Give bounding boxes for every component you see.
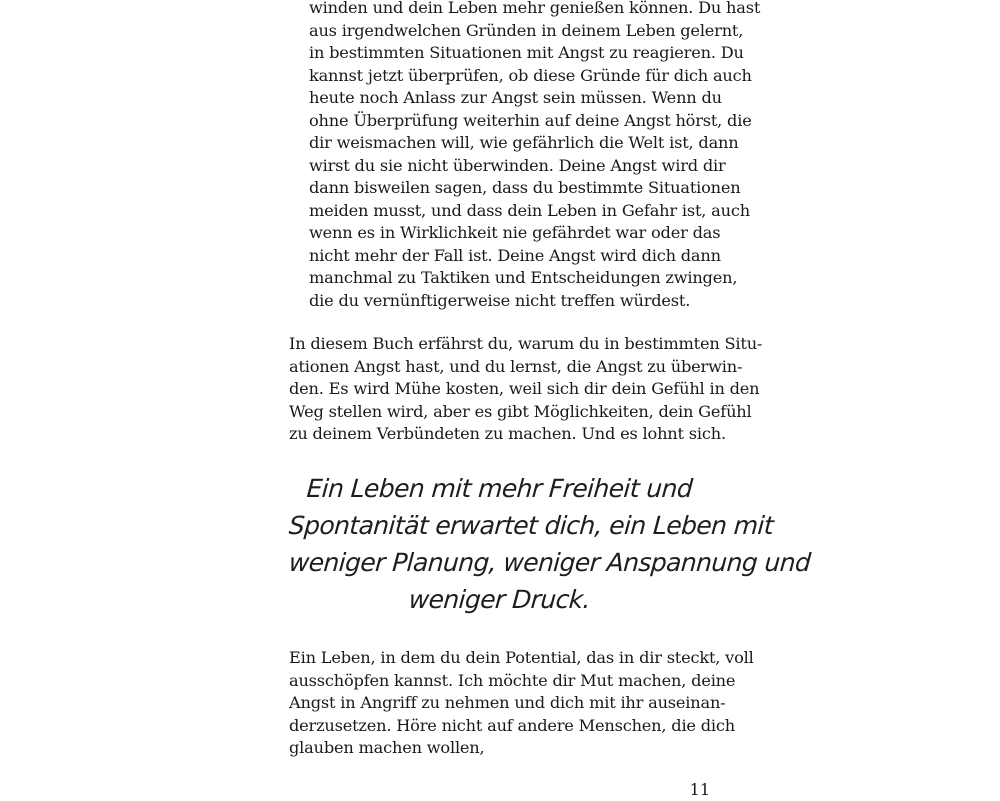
text-line: die du vernünftigerweise nicht treffen würdest. [309, 290, 691, 310]
text-line: nicht mehr der Fall ist. Deine Angst wird dich dann [309, 245, 721, 265]
text-line: den. Es wird Mühe kosten, weil sich dir dein Gefühl in den [289, 379, 760, 398]
text-line: zu deinem Verbündeten zu machen. Und es lohnt sich. [289, 424, 726, 443]
text-line: glauben machen wollen, [289, 738, 485, 757]
quote-line: weniger Planung, weniger Anspannung und [287, 548, 812, 577]
text-line: Ein Leben, in dem du dein Potential, das in dir steckt, voll [289, 648, 754, 667]
text-line: manchmal zu Taktiken und Entscheidungen zwingen, [309, 268, 738, 287]
text-line: ohne Überprüfung weiterhin auf deine Angst hörst, die [309, 110, 752, 130]
text-line: dir weismachen will, wie gefährlich die Welt ist, dann [309, 133, 739, 152]
text-line: wenn es in Wirklichkeit nie gefährdet war oder das [309, 223, 721, 242]
indented-paragraph [309, 0, 761, 312]
text-line: ausschöpfen kannst. Ich möchte dir Mut machen, deine [289, 670, 736, 690]
text-line: aus irgendwelchen Gründen in deinem Leben gelernt, [309, 20, 744, 40]
text-line: in bestimmten Situationen mit Angst zu reagieren. Du [309, 43, 744, 62]
text-line: ationen Angst hast, und du lernst, die Angst zu überwin- [289, 356, 743, 376]
text-line: In diesem Buch erfährst du, warum du in bestimmten Situ- [289, 334, 763, 353]
page-number: 11 [689, 780, 710, 799]
text-line: meiden musst, und dass dein Leben in Gefahr ist, auch [309, 200, 750, 220]
text-line: derzusetzen. Höre nicht auf andere Menschen, die dich [289, 715, 735, 735]
text-line: wirst du sie nicht überwinden. Deine Angst wird dir [309, 155, 726, 175]
text-line: kannst jetzt überprüfen, ob diese Gründe für dich auch [309, 65, 752, 85]
quote-line: Ein Leben mit mehr Freiheit und [305, 474, 694, 503]
body-paragraph [289, 333, 763, 446]
text-line: heute noch Anlass zur Angst sein müssen. Wenn du [309, 88, 722, 107]
text-line: dann bisweilen sagen, dass du bestimmte Situationen [309, 178, 741, 197]
text-line: Angst in Angriff zu nehmen und dich mit ihr auseinan- [289, 693, 726, 712]
text-line: Weg stellen wird, aber es gibt Möglichkeiten, dein Gefühl [289, 401, 752, 421]
text-line: winden und dein Leben mehr genießen können. Du hast [309, 0, 761, 17]
quote-line: Spontanität erwartet dich, ein Leben mit [287, 511, 775, 540]
quote-line: weniger Druck. [407, 585, 592, 614]
pull-quote [287, 470, 812, 618]
body-paragraph [289, 647, 754, 760]
